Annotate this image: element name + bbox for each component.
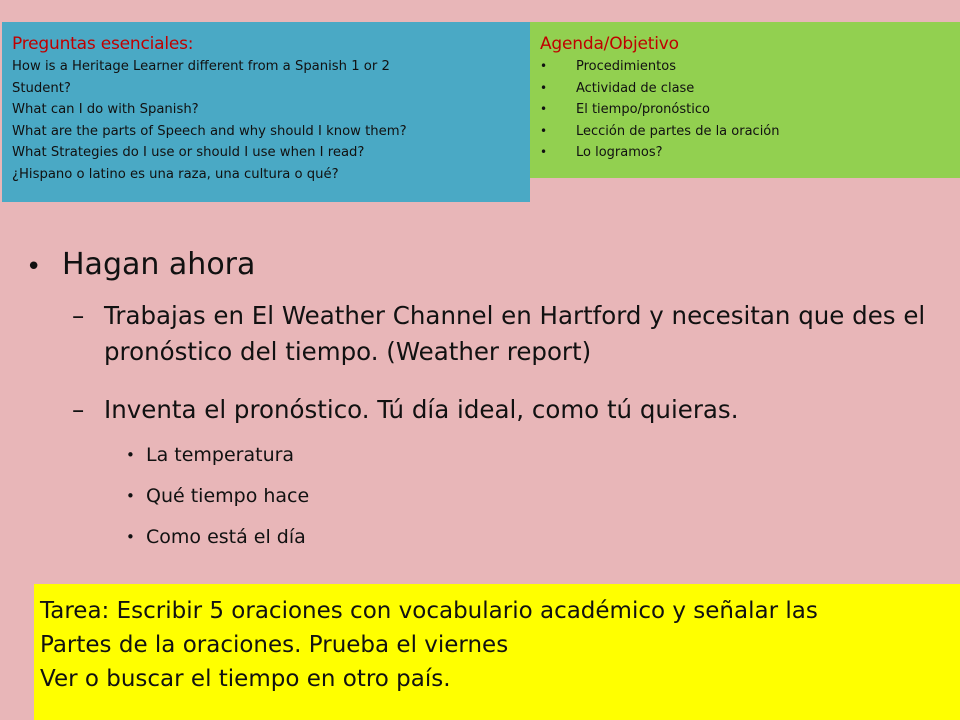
agenda-item: • Procedimientos	[540, 56, 950, 78]
agenda-list	[540, 56, 950, 164]
question-line: What Strategies do I use or should I use when I read?	[12, 145, 365, 160]
homework-box	[34, 584, 960, 720]
homework-line: Ver o buscar el tiempo en otro país.	[40, 666, 451, 692]
question-line: ¿Hispano o latino es una raza, una cultura o qué?	[12, 166, 339, 182]
agenda-item: • Lo logramos?	[540, 142, 950, 164]
main-heading: Hagan ahora	[62, 247, 256, 282]
main-point: Trabajas en El Weather Channel en Hartford y necesitan que des el pronóstico del tiempo. (Weather report)	[104, 301, 926, 366]
question-line: What can I do with Spanish?	[12, 102, 199, 117]
dash-icon: –	[72, 301, 85, 330]
question-line: What are the parts of Speech and why should I know them?	[12, 123, 407, 139]
bullet-icon: •	[26, 252, 42, 282]
dash-icon: –	[72, 395, 85, 424]
sub-point: Qué tiempo hace	[146, 485, 310, 507]
sub-point: La temperatura	[146, 444, 295, 466]
bullet-icon: •	[126, 487, 135, 505]
sub-point: Como está el día	[146, 526, 306, 548]
agenda-title: Agenda/Objetivo	[540, 34, 679, 54]
essential-questions-list	[12, 56, 520, 185]
agenda-box	[530, 22, 960, 178]
bullet-icon: •	[126, 446, 135, 464]
agenda-item: • Actividad de clase	[540, 78, 950, 100]
agenda-item: • El tiempo/pronóstico	[540, 99, 950, 121]
essential-questions-title: Preguntas esenciales:	[12, 34, 194, 54]
question-line: How is a Heritage Learner different from a Spanish 1 or 2	[12, 59, 390, 74]
main-point: Inventa el pronóstico. Tú día ideal, como tú quieras.	[104, 395, 739, 424]
homework-line: Tarea: Escribir 5 oraciones con vocabulario académico y señalar las	[40, 598, 818, 624]
bullet-icon: •	[126, 528, 135, 546]
agenda-item: • Lección de partes de la oración	[540, 121, 950, 143]
question-line: Student?	[12, 80, 71, 96]
homework-line: Partes de la oraciones. Prueba el viernes	[40, 632, 509, 658]
essential-questions-box	[2, 22, 530, 202]
